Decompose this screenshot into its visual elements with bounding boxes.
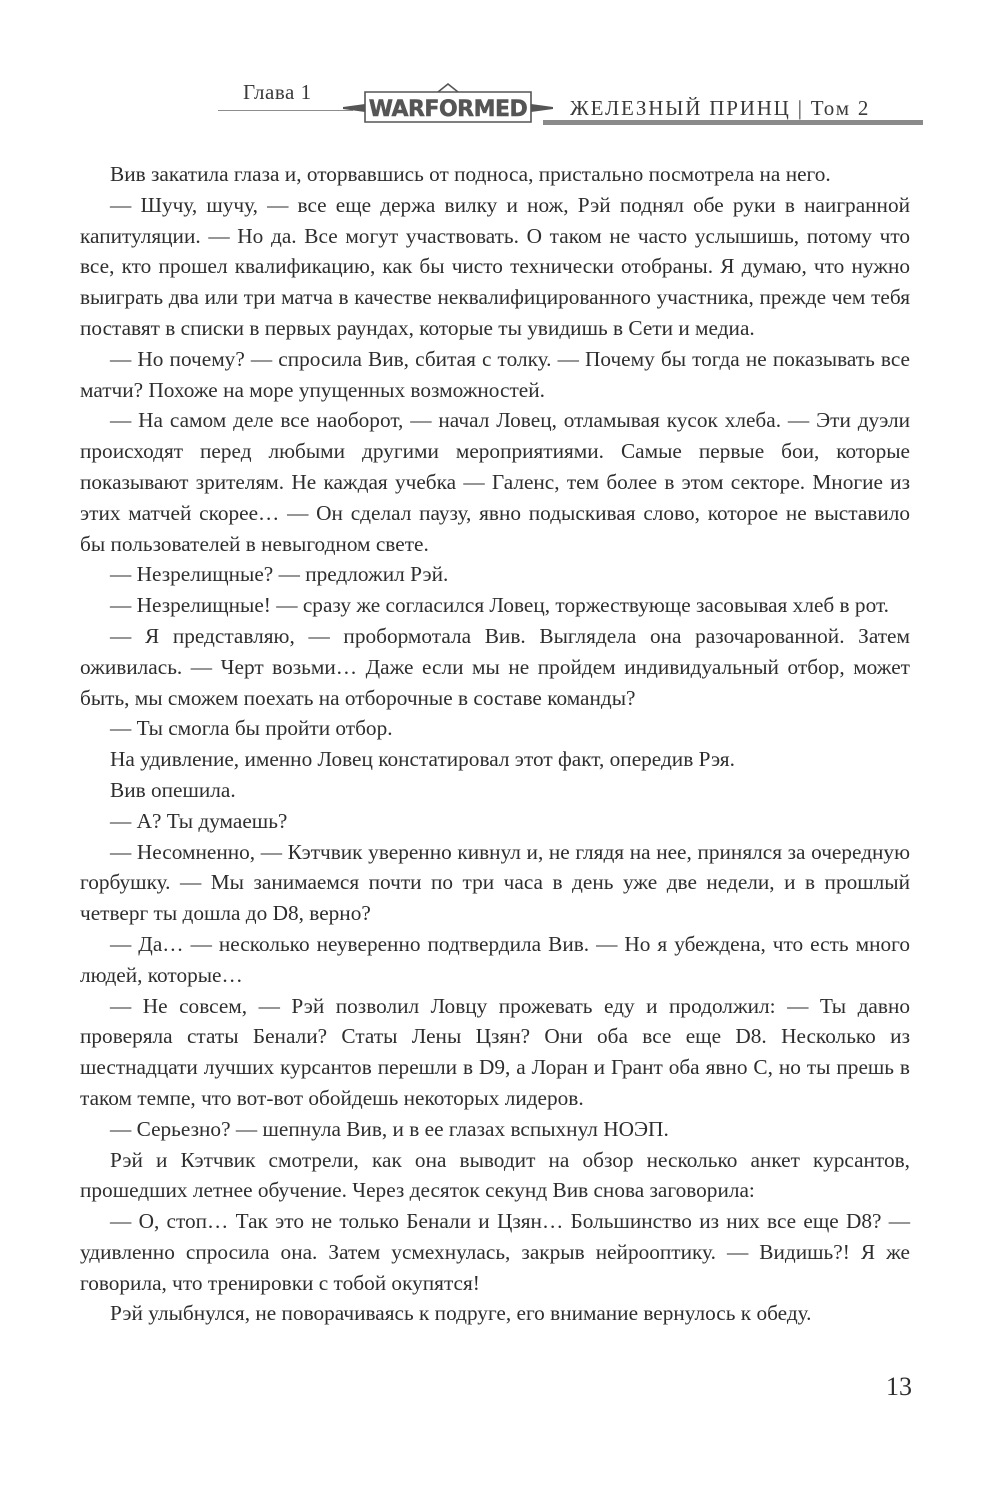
paragraph: — Не совсем, — Рэй позволил Ловцу прожевать еду и продолжил: — Ты давно проверяла статы Бенали? Статы Лены Цзян? Они оба все еще D8. Несколько из шестнадцати лучших курсантов перешли в D9, а Лоран и Грант оба явно С, но ты прешь в таком темпе, что вот-вот обойдешь некоторых лидеров. — [80, 993, 910, 1110]
paragraph: — Да… — несколько неуверенно подтвердила Вив. — Но я убеждена, что есть много людей, которые… — [80, 931, 910, 987]
paragraph: — Шучу, шучу, — все еще держа вилку и нож, Рэй поднял обе руки в наигранной капитуляции. — Но да. Все могут участвовать. О таком не часто услышишь, потому что все, кто прошел квалификацию, как бы чисто технически отобраны. Я думаю, что нужно выиграть два или три матча в качестве неквалифицированного участника, прежде чем тебя поставят в списки в первых раундах, которые ты увидишь в Сети и медиа. — [80, 192, 910, 340]
paragraph: — На самом деле все наоборот, — начал Ловец, отламывая кусок хлеба. — Эти дуэли происходят перед любыми другими мероприятиями. Самые первые бои, которые показывают зрителям. Не каждая учебка — Галенс, тем более в этом секторе. Многие из этих матчей скорее… — Он сделал паузу, явно подыскивая слово, которое не выставило бы пользователей в невыгодном свете. — [80, 408, 910, 556]
logo-lettering: WARFORMED — [368, 97, 528, 122]
paragraph: — Ты смогла бы пройти отбор. — [110, 716, 393, 741]
paragraph: Рэй улыбнулся, не поворачиваясь к подруге, его внимание вернулось к обеду. — [110, 1301, 812, 1326]
running-header — [218, 70, 918, 140]
paragraph: — Незрелищные! — сразу же согласился Ловец, торжествующе засовывая хлеб в рот. — [110, 593, 889, 618]
book-title: ЖЕЛЕЗНЫЙ ПРИНЦ | Том 2 — [570, 96, 871, 120]
warformed-logo — [343, 80, 553, 130]
paragraph: Вив закатила глаза и, оторвавшись от подноса, пристально посмотрела на него. — [110, 162, 831, 186]
paragraph: — Серьезно? — шепнула Вив, и в ее глазах вспыхнул НОЭП. — [110, 1116, 669, 1141]
paragraph: Рэй и Кэтчвик смотрели, как она выводит на обзор несколько анкет курсантов, прошедших летнее обучение. Через десяток секунд Вив снова заговорила: — [80, 1147, 910, 1203]
body-text — [80, 159, 910, 1329]
chapter-label: Глава 1 — [243, 80, 312, 104]
header-divider-left — [218, 110, 353, 111]
paragraph: — Но почему? — спросила Вив, сбитая с толку. — Почему бы тогда не показывать все матчи? Похоже на море упущенных возможностей. — [80, 346, 910, 402]
paragraph: Вив опешила. — [110, 777, 236, 802]
header-divider-right — [543, 120, 923, 125]
paragraph: — Я представляю, — пробормотала Вив. Выглядела она разочарованной. Затем оживилась. — Черт возьми… Даже если мы не пройдем индивидуальный отбор, может быть, мы сможем поехать на отборочные в составе команды? — [80, 623, 910, 710]
paragraph: — Незрелищные? — предложил Рэй. — [110, 562, 449, 587]
page-number: 13 — [886, 1372, 912, 1401]
paragraph: — Несомненно, — Кэтчвик уверенно кивнул и, не глядя на нее, принялся за очередную горбушку. — Мы занимаемся почти по три часа в день уже две недели, и в прошлый четверг ты дошла до D8, верно? — [80, 839, 910, 926]
paragraph: На удивление, именно Ловец констатировал этот факт, опередив Рэя. — [110, 747, 735, 772]
paragraph: — О, стоп… Так это не только Бенали и Цзян… Большинство из них все еще D8? — удивленно спросила она. Затем усмехнулась, закрыв нейрооптику. — Видишь?! Я же говорила, что тренировки с тобой окупятся! — [80, 1209, 910, 1295]
paragraph: — А? Ты думаешь? — [110, 808, 288, 833]
